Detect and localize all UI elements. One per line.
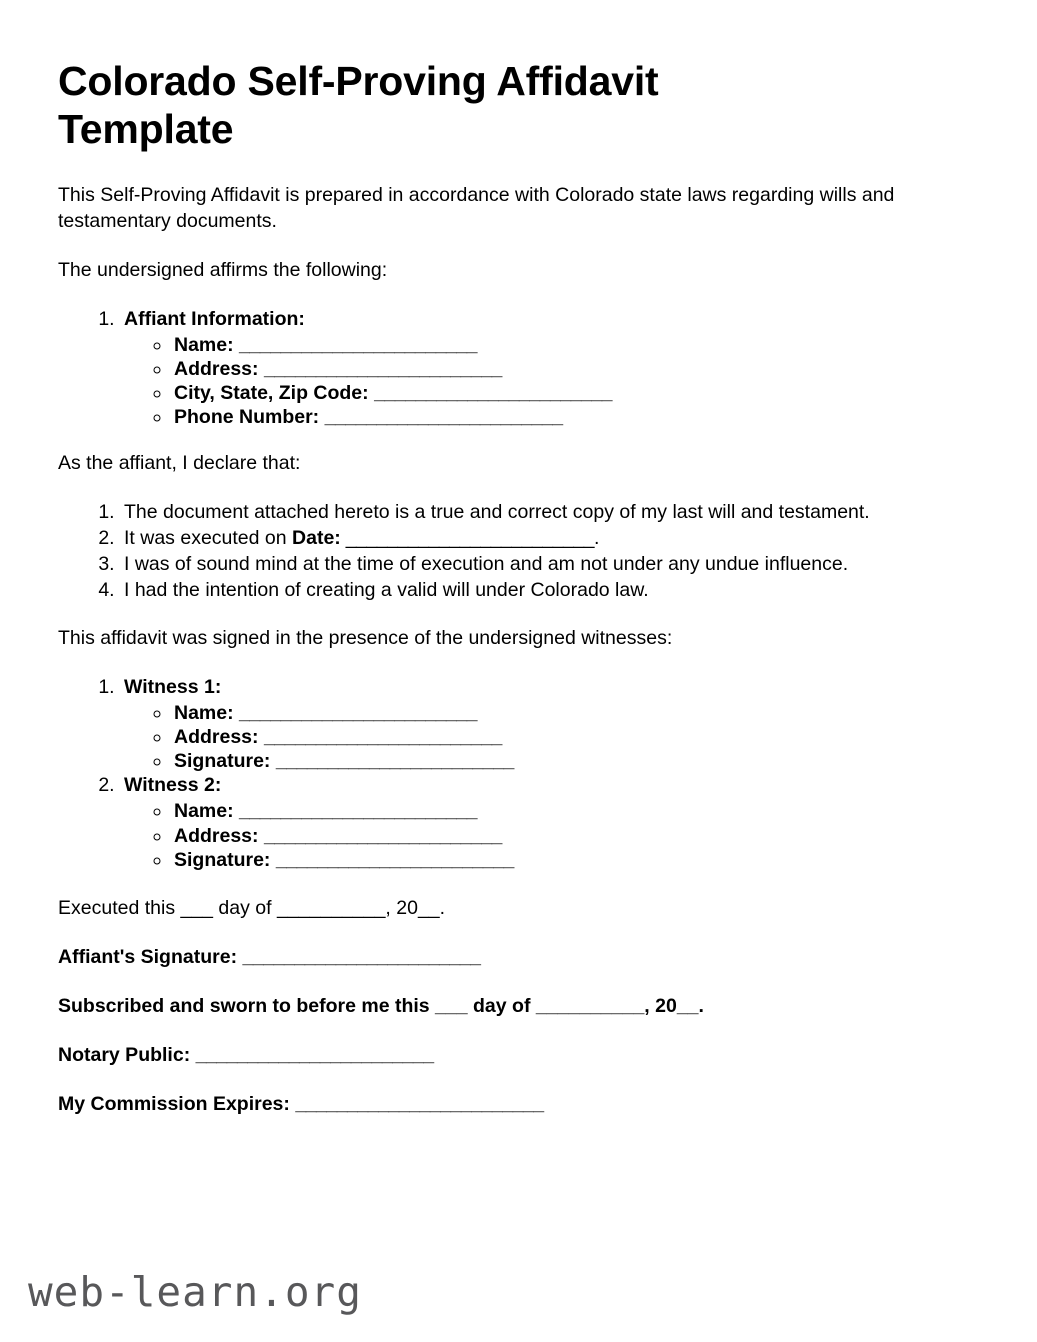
- list-item-witness-2-signature: [172, 848, 985, 872]
- witness-2-address-blank[interactable]: _______________________: [263, 824, 502, 847]
- affiant-information-heading: Affiant Information:: [124, 307, 305, 330]
- witness-2-fields-list: [124, 799, 985, 872]
- executed-date-line[interactable]: Executed this ___ day of __________, 20__.: [58, 896, 446, 919]
- page-title: Colorado Self-Proving Affidavit Template: [58, 58, 659, 152]
- affiant-information-list: [58, 307, 985, 430]
- commission-expires-line: [58, 1092, 985, 1118]
- affiant-phone-blank[interactable]: _______________________: [324, 406, 563, 429]
- notary-public-line: [58, 1043, 985, 1069]
- witness-1-address-label: Address:: [174, 726, 259, 749]
- witness-2-signature-blank[interactable]: _______________________: [275, 848, 514, 871]
- witness-2-signature-label: Signature:: [174, 848, 271, 871]
- affiant-phone-label: Phone Number:: [174, 406, 320, 429]
- list-item-witness-1: [120, 675, 985, 773]
- list-item-affiant-name: [172, 333, 985, 357]
- declare-lead-paragraph: As the affiant, I declare that:: [58, 452, 301, 475]
- declaration-4-text: I had the intention of creating a valid will under Colorado law.: [124, 579, 649, 602]
- list-item-affiant-information: [120, 307, 985, 430]
- list-item-witness-2-address: [172, 824, 985, 848]
- list-item-declaration-4: [120, 578, 985, 604]
- witness-1-address-blank[interactable]: _______________________: [263, 726, 502, 749]
- list-item-witness-2-name: [172, 799, 985, 823]
- commission-expires-label: My Commission Expires:: [58, 1092, 290, 1115]
- list-item-witness-1-name: [172, 701, 985, 725]
- declaration-2-suffix: .: [594, 527, 600, 550]
- witness-1-signature-label: Signature:: [174, 750, 271, 773]
- commission-expires-blank[interactable]: ________________________: [295, 1092, 544, 1115]
- list-item-affiant-city-state-zip: [172, 381, 985, 405]
- affiant-signature-line: [58, 945, 985, 971]
- affiant-signature-label: Affiant's Signature:: [58, 945, 238, 968]
- intro-paragraph: This Self-Proving Affidavit is prepared in accordance with Colorado state laws regarding wills and testamentary documents.: [58, 184, 895, 233]
- witness-1-name-label: Name:: [174, 701, 234, 724]
- witness-1-fields-list: [124, 701, 985, 774]
- list-item-witness-2: [120, 773, 985, 871]
- declarations-list: [58, 500, 985, 604]
- affiant-address-blank[interactable]: _______________________: [263, 357, 502, 380]
- affirms-lead-paragraph: The undersigned affirms the following:: [58, 258, 388, 281]
- list-item-declaration-1: [120, 500, 985, 526]
- affiant-name-label: Name:: [174, 333, 234, 356]
- witness-1-name-blank[interactable]: _______________________: [239, 701, 477, 724]
- list-item-declaration-2: [120, 526, 985, 552]
- witness-lead-paragraph: This affidavit was signed in the presence of the undersigned witnesses:: [58, 627, 673, 650]
- list-item-affiant-phone: [172, 405, 985, 429]
- declaration-1-text: The document attached hereto is a true and correct copy of my last will and testament.: [124, 501, 870, 524]
- affiant-address-label: Address:: [174, 357, 259, 380]
- affiant-signature-blank[interactable]: _______________________: [242, 945, 481, 968]
- affiant-city-state-zip-blank[interactable]: _______________________: [374, 382, 613, 405]
- witness-2-name-label: Name:: [174, 800, 234, 823]
- witness-1-signature-blank[interactable]: _______________________: [275, 750, 514, 773]
- notary-public-label: Notary Public:: [58, 1043, 191, 1066]
- declaration-3-text: I was of sound mind at the time of execution and am not under any undue influence.: [124, 553, 849, 576]
- site-watermark: web-learn.org: [28, 1268, 362, 1316]
- declaration-2-date-blank[interactable]: ________________________: [340, 527, 594, 550]
- list-item-affiant-address: [172, 357, 985, 381]
- declaration-2-date-label: Date:: [292, 527, 341, 550]
- affiant-name-blank[interactable]: _______________________: [239, 333, 477, 356]
- list-item-declaration-3: [120, 552, 985, 578]
- list-item-witness-1-signature: [172, 749, 985, 773]
- declaration-2-prefix: It was executed on: [124, 527, 293, 550]
- witness-2-heading: Witness 2:: [124, 774, 222, 797]
- notary-public-blank[interactable]: _______________________: [195, 1043, 434, 1066]
- list-item-witness-1-address: [172, 725, 985, 749]
- affiant-fields-list: [124, 333, 985, 430]
- witnesses-list: [58, 675, 985, 872]
- witness-2-address-label: Address:: [174, 824, 259, 847]
- witness-1-heading: Witness 1:: [124, 676, 222, 698]
- affiant-city-state-zip-label: City, State, Zip Code:: [174, 382, 369, 405]
- subscribed-sworn-line[interactable]: Subscribed and sworn to before me this ___ day of __________, 20__.: [58, 994, 704, 1017]
- witness-2-name-blank[interactable]: _______________________: [239, 800, 477, 823]
